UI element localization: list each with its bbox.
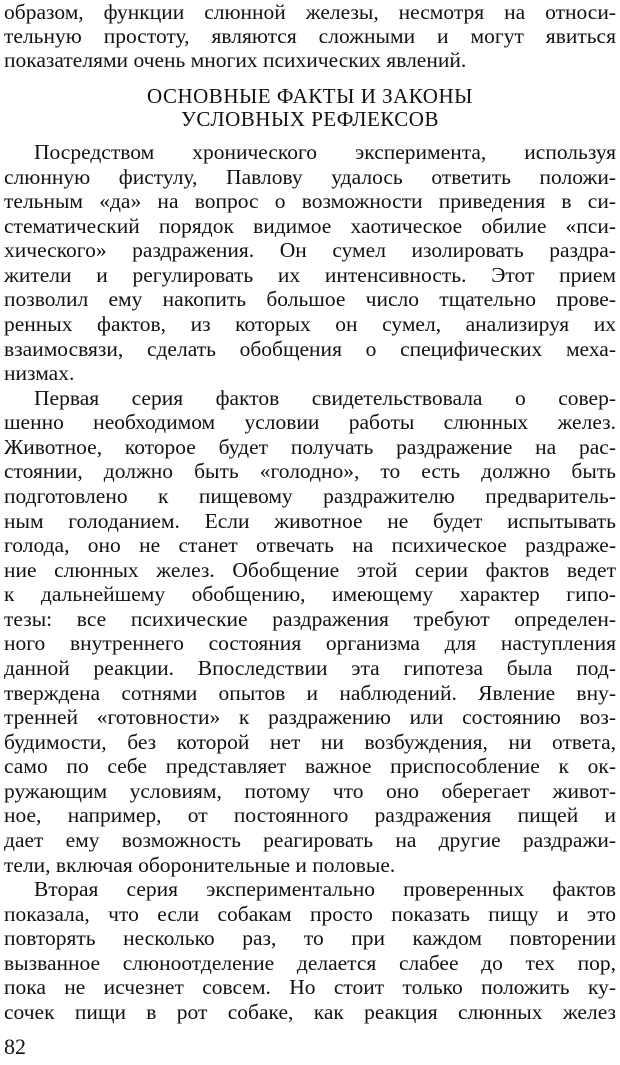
text-line: стематический порядок видимое хаотическое обилие «пси- — [4, 213, 616, 238]
text-line: хического» раздражения. Он сумел изолировать раздра- — [4, 238, 616, 263]
text-line: слюнную фистулу, Павлову удалось ответить положи- — [4, 164, 616, 189]
text-line: ние слюнных желез. Обобщение этой серии фактов ведет — [4, 557, 616, 582]
text-line: данной реакции. Впоследствии эта гипотеза была под- — [4, 655, 616, 680]
section-heading-line: ОСНОВНЫЕ ФАКТЫ И ЗАКОНЫ — [147, 83, 473, 108]
text-line: ружающим условиям, потому что оно оберегает живот- — [4, 778, 616, 803]
text-line: показала, что если собакам просто показать пищу и это — [4, 901, 616, 926]
text-line: пока не исчезнет совсем. Но стоит только положить ку- — [4, 975, 616, 1000]
text-line: ное, например, от постоянного раздражения пищей и — [4, 803, 616, 828]
text-line: тренней «готовности» к раздражению или состоянию воз- — [4, 705, 616, 730]
text-line: стоянии, должно быть «голодно», то есть должно быть — [4, 459, 616, 484]
text-line: взаимосвязи, сделать обобщения о специфических меха- — [4, 336, 616, 361]
text-line: ренных фактов, из которых он сумел, анализируя их — [4, 311, 616, 336]
text-line: сочек пищи в рот собаке, как реакция слюнных желез — [4, 1000, 616, 1024]
text-line: ного внутреннего состояния организма для наступления — [4, 631, 616, 656]
text-line: подготовлено к пищевому раздражителю предваритель- — [4, 483, 616, 508]
text-line: тверждена сотнями опытов и наблюдений. Явление вну- — [4, 680, 616, 705]
text-line: повторять несколько раз, то при каждом повторении — [4, 926, 616, 951]
text-line: тельным «да» на вопрос о возможности приведения в си- — [4, 189, 616, 214]
text-line: Вторая серия экспериментально проверенных фактов — [34, 877, 616, 902]
section-heading-line: УСЛОВНЫХ РЕФЛЕКСОВ — [181, 106, 439, 131]
text-line: Посредством хронического эксперимента, используя — [34, 139, 616, 164]
text-line: Первая серия фактов свидетельствовала о совер- — [34, 385, 616, 410]
text-line: образом, функции слюнной железы, несмотря на относи- — [4, 0, 616, 24]
text-line: голода, оно не станет отвечать на психическое раздраже- — [4, 533, 616, 558]
text-line: позволил ему накопить большое число тщательно прове- — [4, 287, 616, 312]
text-line: жители и регулировать их интенсивность. Этот прием — [4, 262, 616, 287]
text-line: тельную простоту, являются сложными и могут явиться — [4, 23, 616, 48]
text-line: дает ему возможность реагировать на другие раздражи- — [4, 827, 616, 852]
text-line: к дальнейшему обобщению, имеющему характер гипо- — [4, 582, 616, 607]
text-line: будимости, без которой нет ни возбуждения, ни ответа, — [4, 729, 616, 754]
text-line: тели, включая оборонительные и половые. — [4, 852, 396, 877]
text-line: низмах. — [4, 361, 75, 386]
text-line: Животное, которое будет получать раздражение на рас- — [4, 434, 616, 459]
page-number: 82 — [4, 1034, 26, 1059]
text-line: само по себе представляет важное приспособление к ок- — [4, 754, 616, 779]
text-line: показателями очень многих психических явлений. — [4, 47, 467, 72]
text-line: шенно необходимом условии работы слюнных желез. — [4, 410, 616, 435]
text-line: ным голоданием. Если животное не будет испытывать — [4, 508, 616, 533]
text-line: вызванное слюноотделение делается слабее до тех пор, — [4, 950, 616, 975]
text-line: тезы: все психические раздражения требуют определен- — [4, 606, 616, 631]
